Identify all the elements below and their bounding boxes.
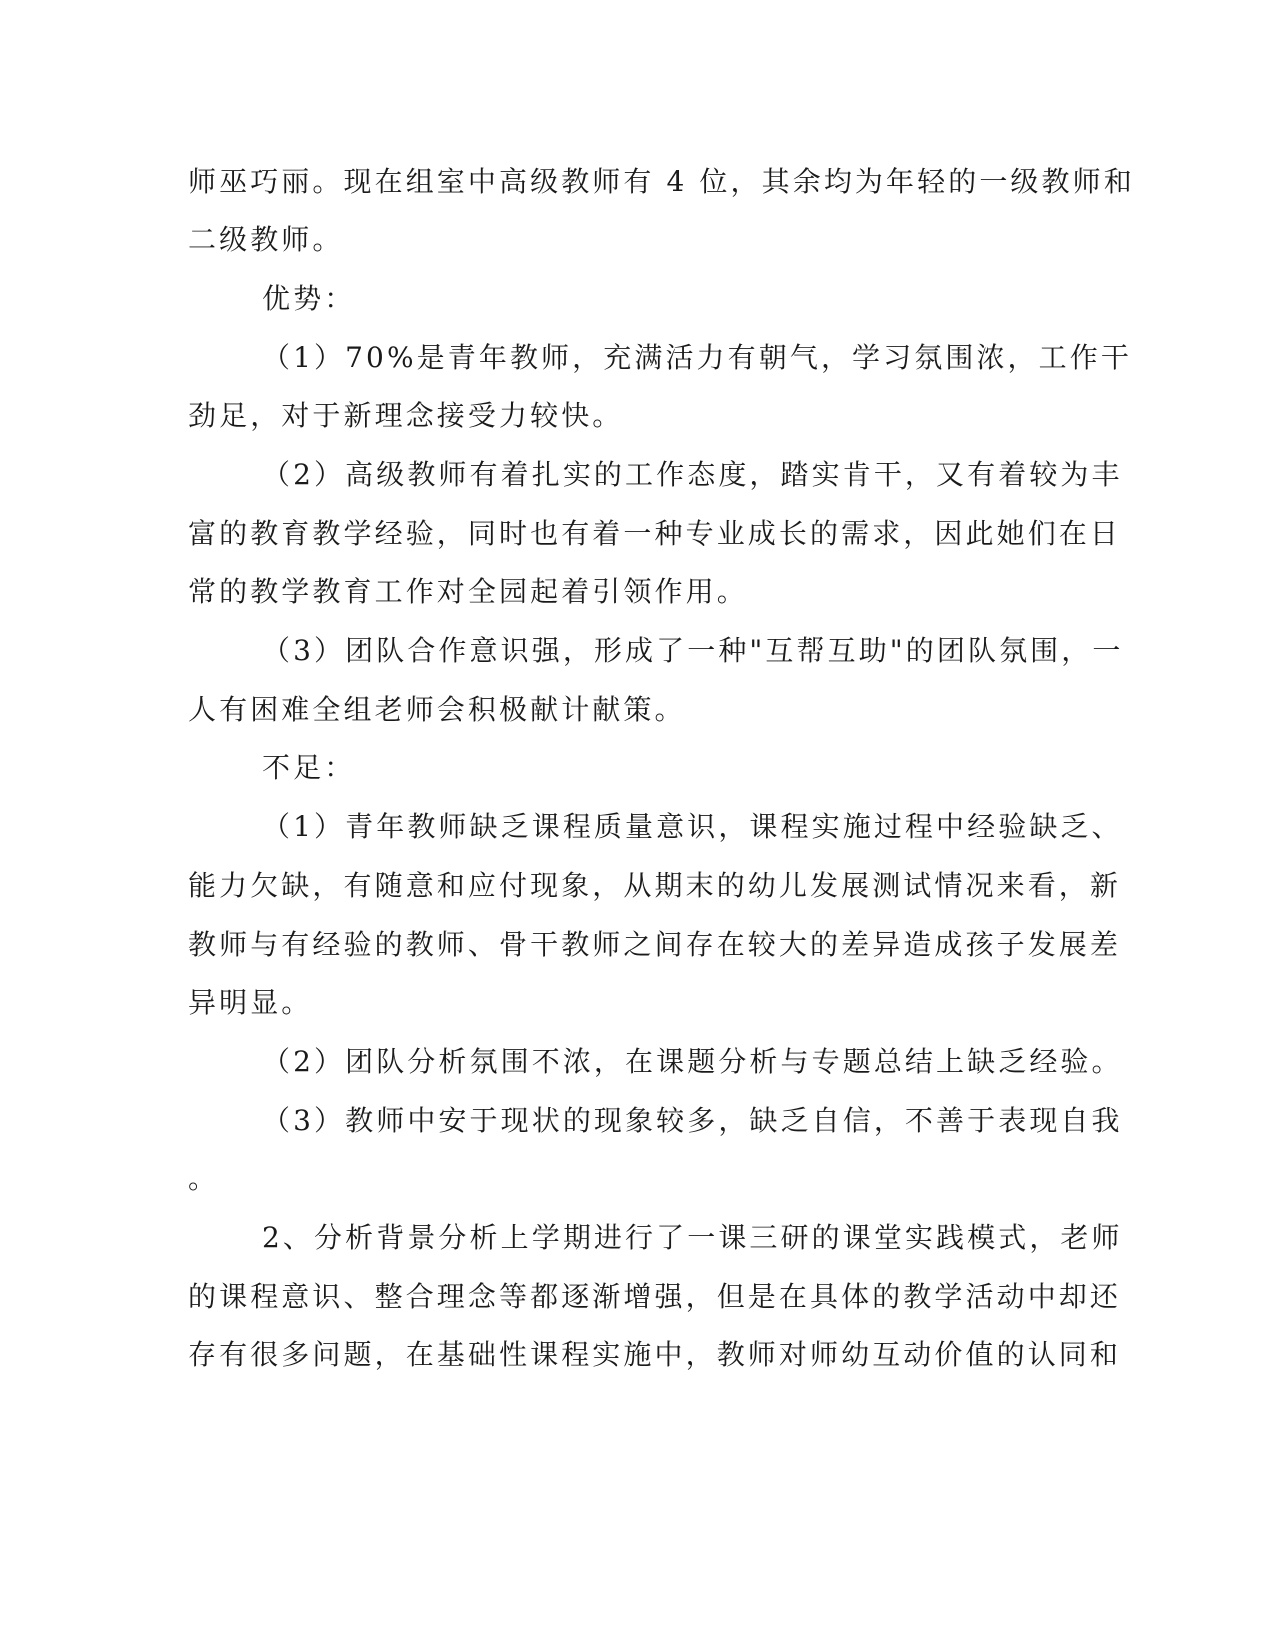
text-line: 2、分析背景分析上学期进行了一课三研的课堂实践模式，老师 (262, 1221, 1123, 1254)
text-line: （2）团队分析氛围不浓，在课题分析与专题总结上缺乏经验。 (262, 1045, 1123, 1078)
text-line: 常的教学教育工作对全园起着引领作用。 (188, 575, 748, 608)
text-line: 二级教师。 (188, 223, 344, 256)
text-line: 优势： (262, 282, 356, 315)
text-line: （1）70%是青年教师，充满活力有朝气，学习氛围浓，工作干 (262, 341, 1132, 374)
text-line: 师巫巧丽。现在组室中高级教师有 4 位，其余均为年轻的一级教师和 (188, 165, 1135, 198)
text-line: 。 (188, 1162, 220, 1195)
text-line: 存有很多问题，在基础性课程实施中，教师对师幼互动价值的认同和 (188, 1338, 1122, 1371)
text-line: （3）团队合作意识强，形成了一种"互帮互助"的团队氛围，一 (262, 634, 1124, 667)
text-line: （2）高级教师有着扎实的工作态度，踏实肯干，又有着较为丰 (262, 458, 1123, 491)
text-line: 劲足，对于新理念接受力较快。 (188, 399, 624, 432)
text-line: 能力欠缺，有随意和应付现象，从期末的幼儿发展测试情况来看，新 (188, 869, 1122, 902)
text-line: （1）青年教师缺乏课程质量意识，课程实施过程中经验缺乏、 (262, 810, 1123, 843)
text-line: 人有困难全组老师会积极献计献策。 (188, 693, 686, 726)
text-line: 异明显。 (188, 986, 313, 1019)
text-line: 的课程意识、整合理念等都逐渐增强，但是在具体的教学活动中却还 (188, 1280, 1122, 1313)
text-line: 富的教育教学经验，同时也有着一种专业成长的需求，因此她们在日 (188, 517, 1122, 550)
text-line: 不足： (262, 751, 356, 784)
text-line: 教师与有经验的教师、骨干教师之间存在较大的差异造成孩子发展差 (188, 928, 1122, 961)
text-line: （3）教师中安于现状的现象较多，缺乏自信，不善于表现自我 (262, 1104, 1123, 1137)
